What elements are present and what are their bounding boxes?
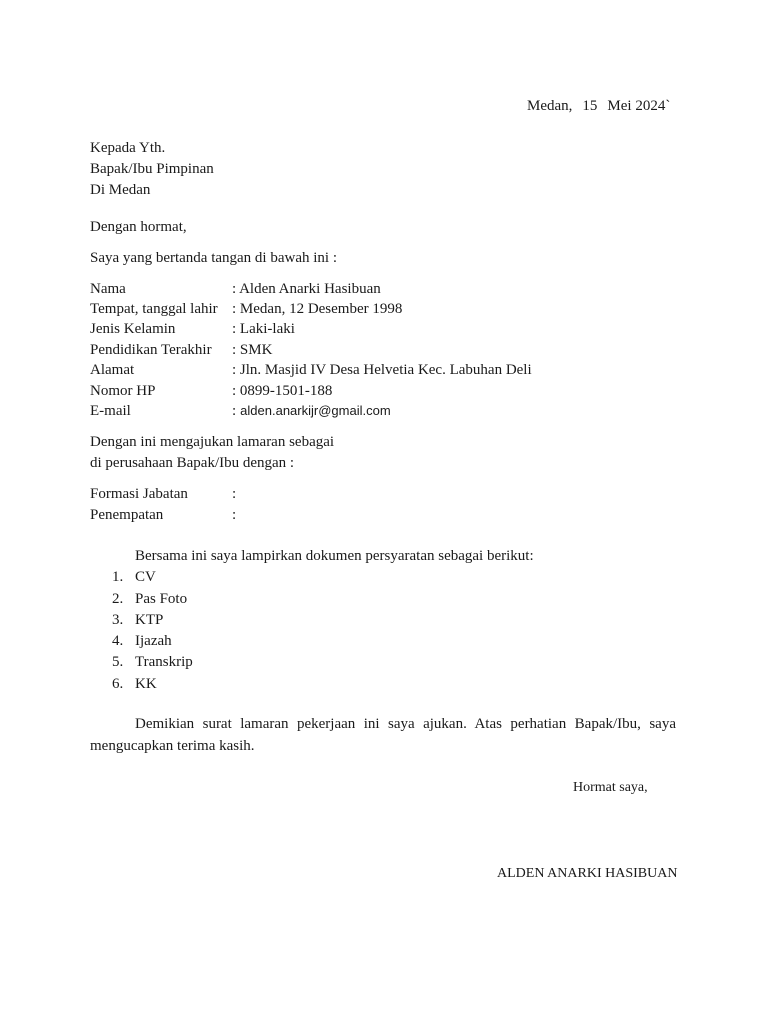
personal-label: Alamat (90, 362, 135, 378)
list-text: CV (135, 569, 156, 585)
list-text: KK (135, 676, 157, 692)
list-number: 6. (112, 676, 124, 692)
intro-text: Saya yang bertanda tangan di bawah ini : (90, 250, 338, 266)
position-label: Formasi Jabatan (90, 486, 188, 502)
letter-date (527, 96, 670, 116)
regards: Hormat saya, (573, 780, 648, 795)
position-value: : (232, 507, 237, 523)
personal-label: Pendidikan Terakhir (90, 342, 212, 358)
apply-line-2: di perusahaan Bapak/Ibu dengan : (90, 455, 295, 471)
personal-label: Nomor HP (90, 383, 156, 399)
closing-text: Demikian surat lamaran pekerjaan ini saya ajukan. Atas perhatian Bapak/Ibu, saya mengucapkan terima kasih. (90, 716, 676, 754)
email-address: alden.anarkijr@gmail.com (240, 403, 391, 418)
personal-value: : Laki-laki (232, 321, 295, 337)
list-number: 2. (112, 591, 124, 607)
list-text: Ijazah (135, 633, 172, 649)
personal-label: E-mail (90, 403, 131, 419)
position-label: Penempatan (90, 507, 164, 523)
signature-name: ALDEN ANARKI HASIBUAN (497, 866, 678, 881)
attachments-intro: Bersama ini saya lampirkan dokumen persyaratan sebagai berikut: (135, 548, 534, 564)
greeting: Dengan hormat, (90, 219, 187, 235)
recipient-line-1: Kepada Yth. (90, 140, 166, 156)
personal-label: Jenis Kelamin (90, 321, 176, 337)
list-text: Pas Foto (135, 591, 188, 607)
list-number: 1. (112, 569, 124, 585)
email-colon: : (232, 403, 237, 419)
recipient-line-3: Di Medan (90, 182, 151, 198)
closing-paragraph (90, 713, 676, 757)
personal-value (232, 401, 391, 421)
personal-value: : 0899-1501-188 (232, 383, 333, 399)
personal-value: : Jln. Masjid IV Desa Helvetia Kec. Labuhan Deli (232, 362, 532, 378)
personal-label: Nama (90, 281, 126, 297)
position-value: : (232, 486, 237, 502)
personal-value: : Medan, 12 Desember 1998 (232, 301, 403, 317)
date-month-year: Mei 2024` (607, 98, 671, 114)
apply-line-1: Dengan ini mengajukan lamaran sebagai (90, 434, 335, 450)
list-text: KTP (135, 612, 164, 628)
list-number: 5. (112, 654, 124, 670)
personal-label: Tempat, tanggal lahir (90, 301, 218, 317)
recipient-line-2: Bapak/Ibu Pimpinan (90, 161, 214, 177)
list-number: 4. (112, 633, 124, 649)
list-text: Transkrip (135, 654, 193, 670)
personal-value: : SMK (232, 342, 273, 358)
date-city: Medan, (527, 98, 573, 114)
date-day: 15 (582, 98, 598, 114)
personal-value: : Alden Anarki Hasibuan (232, 281, 381, 297)
list-number: 3. (112, 612, 124, 628)
